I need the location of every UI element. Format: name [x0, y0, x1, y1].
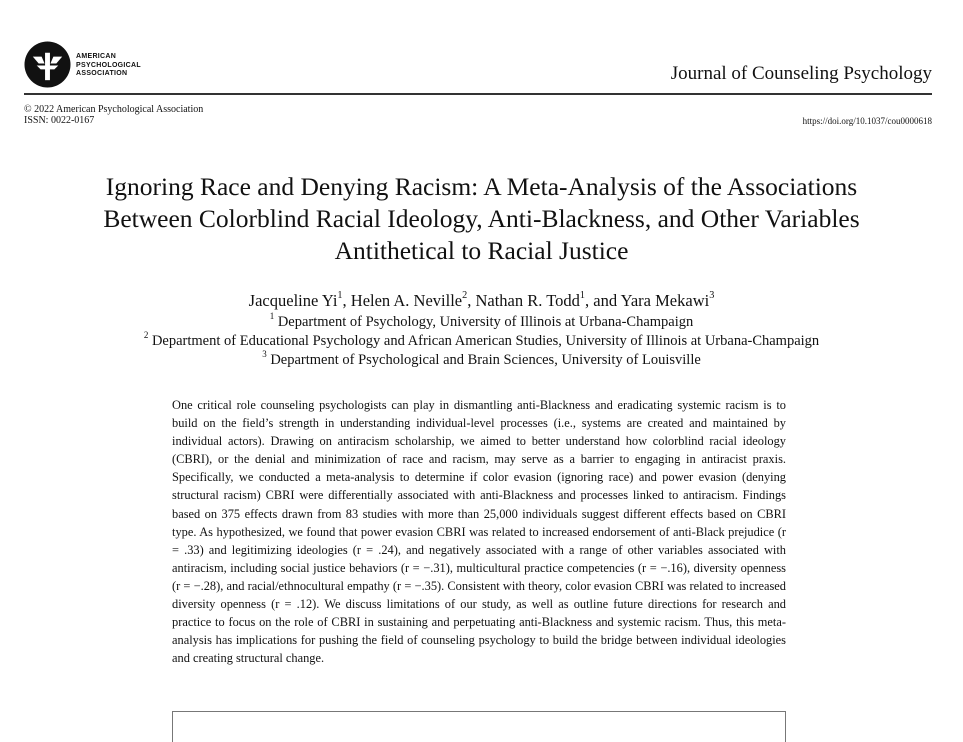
keywords-box: [172, 711, 786, 742]
affiliation-text: Department of Psychological and Brain Sciences, University of Louisville: [270, 352, 701, 368]
affiliation-mark: 2: [143, 329, 149, 340]
author-separator: ,: [467, 291, 476, 310]
article-title: [0, 171, 963, 267]
affiliations: [0, 310, 963, 370]
affiliation: [0, 329, 963, 351]
title-line: Antithetical to Racial Justice: [334, 236, 629, 265]
author-affiliation-mark: 3: [709, 289, 715, 301]
author-separator: ,: [342, 291, 351, 310]
affiliation-text: Department of Educational Psychology and African American Studies, University of Illinois at Urbana-Champaign: [151, 333, 820, 349]
author-affiliation-mark: 1: [579, 289, 585, 301]
author-separator: , and: [585, 291, 621, 310]
apa-logo: [24, 41, 214, 89]
author-name: Jacqueline Yi: [248, 291, 338, 310]
publisher-line: AMERICAN: [76, 53, 117, 60]
journal-name: Journal of Counseling Psychology: [670, 63, 932, 84]
affiliation-text: Department of Psychology, University of Illinois at Urbana-Champaign: [277, 314, 694, 330]
affiliation-mark: 1: [269, 310, 275, 321]
copyright-block: [24, 104, 203, 126]
title-line: Between Colorblind Racial Ideology, Anti-Blackness, and Other Variables: [103, 204, 860, 233]
author-list: [0, 291, 963, 311]
apa-logo-icon: [24, 41, 71, 88]
author-name: Helen A. Neville: [350, 291, 463, 310]
publisher-line: ASSOCIATION: [76, 70, 128, 77]
affiliation-mark: 3: [262, 348, 267, 359]
author-affiliation-mark: 1: [337, 289, 343, 301]
header-rule: [24, 93, 932, 95]
author-name: Yara Mekawi: [620, 291, 710, 310]
abstract: One critical role counseling psychologists can play in dismantling anti-Blackness and eradicating systemic racism is to build on the field’s strength in understanding individual-level processes (i.e., systems are created and maintained by individual actors). Drawing on antiracism scholarship, we aimed to better understand how colorblind racial ideology (CBRI), or the denial and minimization of race and racism, may serve as a barrier to engaging in antiracist praxis. Specifically, we conducted a meta-analysis to determine if color evasion (ignoring race) and power evasion (denying structural racism) CBRI were differentially associated with anti-Blackness and processes linked to antiracism. Findings based on 375 effects drawn from 83 studies with more than 25,000 individuals suggest different effects based on CBRI type. As hypothesized, we found that power evasion CBRI was related to increased endorsement of anti-Black prejudice (r = .33) and legitimizing ideologies (r = .24), and negatively associated with a range of other variables associated with antiracism, including social justice behaviors (r = −.31), multicultural practice competencies (r = −.16), diversity openness (r = −.28), and racial/ethnocultural empathy (r = −.35). Consistent with theory, color evasion CBRI was related to increased diversity openness (r = .12). We discuss limitations of our study, as well as outline future directions for research and practice to focus on the role of CBRI in sustaining and perpetuating anti-Blackness and systemic racism. Thus, this meta-analysis has implications for pushing the field of counseling psychology to build the bridge between individual ideologies and creating structural change.: [172, 398, 786, 666]
doi-link[interactable]: https://doi.org/10.1037/cou0000618: [802, 116, 932, 126]
issn: ISSN: 0022-0167: [24, 115, 95, 126]
affiliation: [0, 348, 963, 370]
publisher-line: PSYCHOLOGICAL: [76, 61, 141, 69]
author-name: Nathan R. Todd: [475, 291, 580, 310]
author-affiliation-mark: 2: [462, 289, 468, 301]
title-line: Ignoring Race and Denying Racism: A Meta-Analysis of the Associations: [105, 172, 858, 201]
publisher-wordmark: [76, 53, 141, 79]
copyright: © 2022 American Psychological Association: [24, 104, 204, 115]
